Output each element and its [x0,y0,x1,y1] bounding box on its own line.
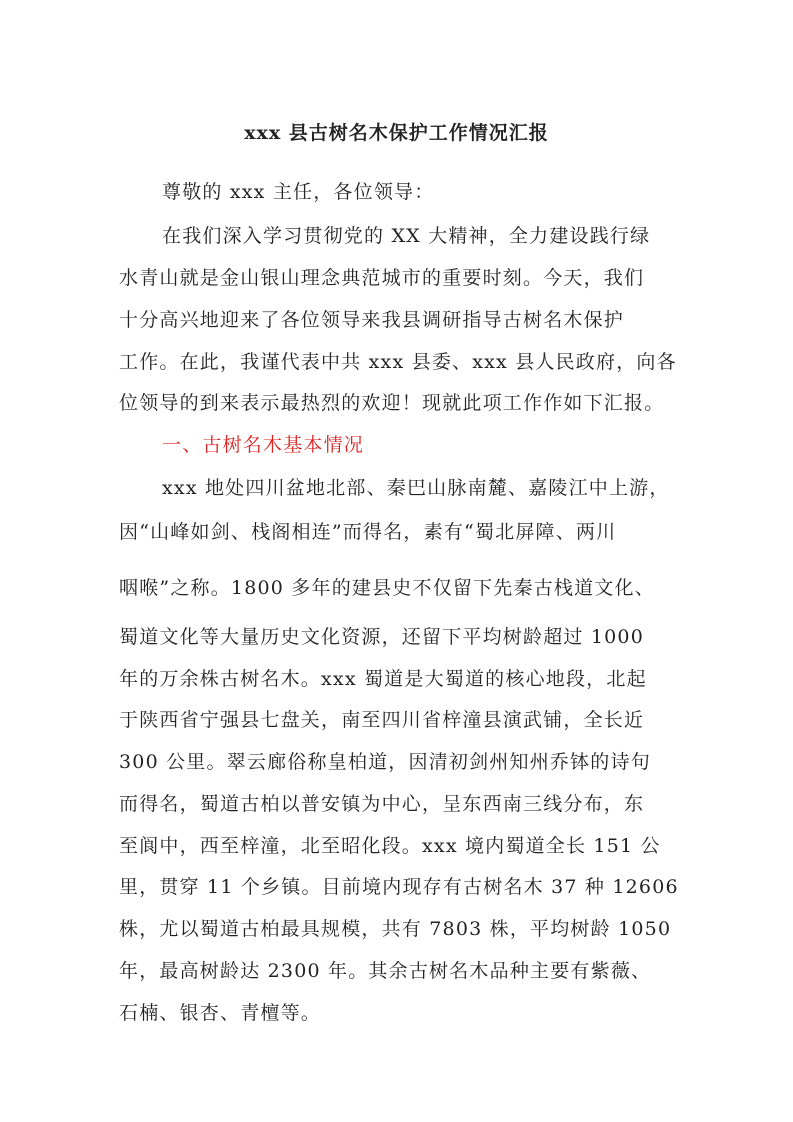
section-line: 蜀道文化等大量历史文化资源，还留下平均树龄超过 1000 [119,626,644,648]
section-line: 株，尤以蜀道古柏最具规模，共有 7803 株，平均树龄 1050 [119,918,672,940]
intro-line: 工作。在此，我谨代表中共 xxx 县委、xxx 县人民政府，向各 [119,351,677,373]
section-line: 因“山峰如剑、栈阁相连”而得名，素有“蜀北屏障、两川 [119,521,617,543]
section-line: 年的万余株古树名木。xxx 蜀道是大蜀道的核心地段，北起 [119,668,647,690]
section-line: 300 公里。翠云廊俗称皇柏道，因清初剑州知州乔钵的诗句 [119,751,651,773]
salutation: 尊敬的 xxx 主任，各位领导： [162,181,435,203]
document-title: xxx 县古树名木保护工作情况汇报 [244,122,549,144]
section-line: 石楠、银杏、青檀等。 [119,1002,322,1024]
section-heading: 一、古树名木基本情况 [162,434,365,456]
intro-line: 位领导的到来表示最热烈的欢迎！现就此项工作作如下汇报。 [119,392,665,414]
intro-line: 十分高兴地迎来了各位领导来我县调研指导古树名木保护 [119,309,625,331]
section-line: 至阆中，西至梓潼，北至昭化段。xxx 境内蜀道全长 151 公 [119,835,661,857]
intro-line: 在我们深入学习贯彻党的 XX 大精神，全力建设践行绿 [162,225,651,247]
section-line: 年，最高树龄达 2300 年。其余古树名木品种主要有紫薇、 [119,960,652,982]
section-line: 里，贯穿 11 个乡镇。目前境内现存有古树名木 37 种 12606 [119,876,679,898]
section-line: xxx 地处四川盆地北部、秦巴山脉南麓、嘉陵江中上游， [162,477,670,499]
section-line: 咽喉”之称。1800 多年的建县史不仅留下先秦古栈道文化、 [119,577,655,599]
section-line: 而得名，蜀道古柏以普安镇为中心，呈东西南三线分布，东 [119,793,645,815]
section-line: 于陕西省宁强县七盘关，南至四川省梓潼县演武铺，全长近 [119,709,645,731]
intro-line: 水青山就是金山银山理念典范城市的重要时刻。今天，我们 [119,267,645,289]
